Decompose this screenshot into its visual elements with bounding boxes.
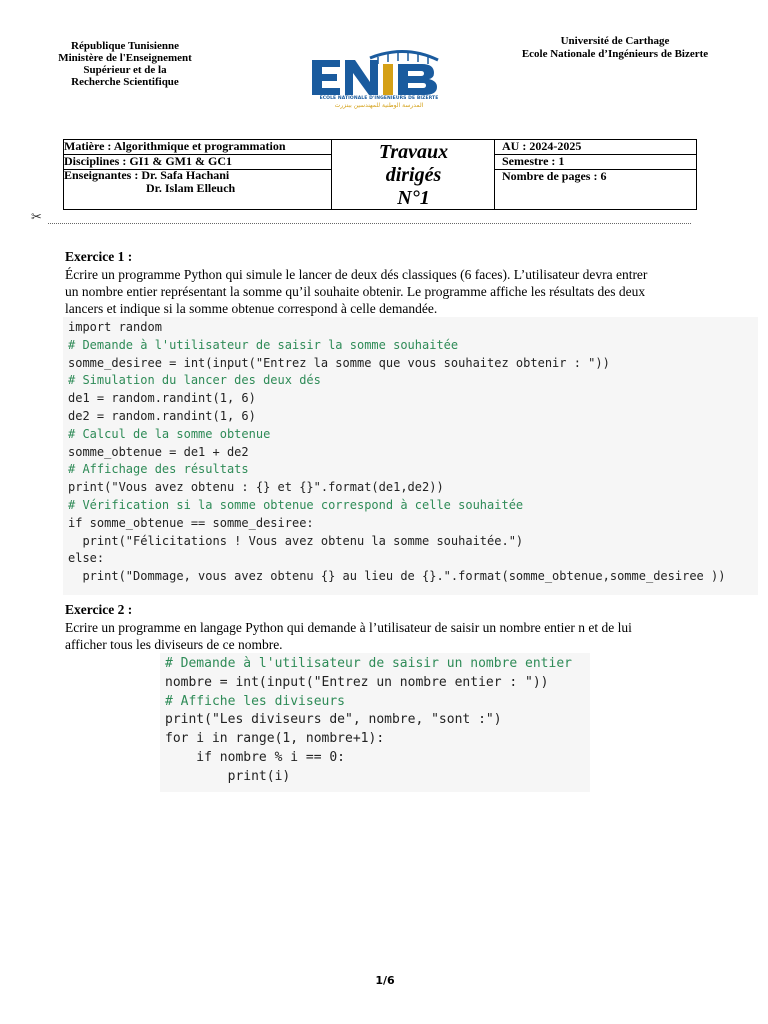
code-comment-line: # Demande à l'utilisateur de saisir la somme souhaitée bbox=[68, 337, 459, 352]
code-comment-line: # Affiche les diviseurs bbox=[165, 693, 346, 709]
statement-line: afficher tous les diviseurs de ce nombre. bbox=[65, 637, 283, 652]
exercise-1-title: Exercice 1 : bbox=[65, 249, 133, 264]
code-comment-line: # Demande à l'utilisateur de saisir un nombre entier bbox=[165, 656, 572, 671]
page-number: 1/6 bbox=[375, 974, 395, 987]
statement-line: Écrire un programme Python qui simule le lancer de deux dés classiques (6 faces). L’utilisateur devra entrer bbox=[65, 267, 648, 282]
semester-cell: Semestre : 1 bbox=[502, 154, 565, 168]
teachers-cell: Enseignantes : Dr. Safa Hachani bbox=[64, 168, 230, 182]
code-line: import random bbox=[68, 320, 162, 334]
document-title bbox=[332, 141, 495, 210]
code-comment-line: # Calcul de la somme obtenue bbox=[68, 426, 271, 441]
logo-arabic-caption: المدرسة الوطنية للمهندسين ببنزرت bbox=[334, 102, 424, 109]
code-line: de2 = random.randint(1, 6) bbox=[68, 408, 256, 423]
disciplines-cell: Disciplines : GI1 & GM1 & GC1 bbox=[64, 154, 232, 168]
cut-line-divider bbox=[48, 223, 691, 224]
code-comment-line: # Vérification si la somme obtenue correspond à celle souhaitée bbox=[68, 497, 524, 512]
page-count-cell: Nombre de pages : 6 bbox=[502, 169, 607, 183]
exercise-2-code-block bbox=[160, 653, 590, 792]
ministry-line: République Tunisienne bbox=[71, 40, 179, 52]
logo-caption: ECOLE NATIONALE D'INGENIEURS DE BIZERTE bbox=[319, 96, 439, 101]
code-comment-line: # Simulation du lancer des deux dés bbox=[68, 373, 321, 388]
code-line: print("Vous avez obtenu : {} et {}".format(de1,de2)) bbox=[68, 480, 444, 495]
exercise-1-statement bbox=[65, 266, 755, 317]
subject-cell: Matière : Algorithmique et programmation bbox=[64, 139, 286, 153]
exercise-2-title: Exercice 2 : bbox=[65, 602, 133, 617]
code-line: somme_desiree = int(input("Entrez la somme que vous souhaitez obtenir : ")) bbox=[68, 355, 610, 370]
ministry-line: Recherche Scientifique bbox=[71, 76, 179, 88]
university-line: Université de Carthage bbox=[560, 35, 670, 47]
statement-line: un nombre entier représentant la somme qu’il souhaite obtenir. Le programme affiche les résultats des deux bbox=[65, 284, 646, 299]
university-line: Ecole Nationale d’Ingénieurs de Bizerte bbox=[521, 48, 709, 60]
ministry-line: Ministère de l'Enseignement bbox=[58, 52, 192, 64]
exercise-2-statement bbox=[65, 619, 755, 653]
title-line: Travaux bbox=[378, 141, 449, 163]
code-comment-line: # Affichage des résultats bbox=[68, 462, 249, 477]
code-line: print(i) bbox=[165, 768, 291, 784]
title-line: dirigés bbox=[385, 164, 442, 186]
statement-line: Ecrire un programme en langage Python qui demande à l’utilisateur de saisir un nombre entier n et de lui bbox=[65, 620, 632, 635]
university-header bbox=[500, 35, 730, 61]
code-line: de1 = random.randint(1, 6) bbox=[68, 391, 256, 406]
ministry-line: Supérieur et de la bbox=[83, 64, 167, 76]
code-line: print("Dommage, vous avez obtenu {} au lieu de {}.".format(somme_obtenue,somme_desiree )) bbox=[68, 569, 726, 584]
code-line: somme_obtenue = de1 + de2 bbox=[68, 444, 249, 459]
teacher-2-cell: Dr. Islam Elleuch bbox=[146, 181, 236, 195]
academic-year-cell: AU : 2024-2025 bbox=[502, 139, 582, 153]
code-line: for i in range(1, nombre+1): bbox=[165, 731, 385, 747]
code-line: print("Félicitations ! Vous avez obtenu la somme souhaitée.") bbox=[68, 533, 524, 548]
code-line: if nombre % i == 0: bbox=[165, 749, 346, 765]
title-line: N°1 bbox=[397, 187, 430, 209]
code-line: else: bbox=[68, 551, 105, 566]
course-info-table bbox=[63, 139, 697, 210]
exercise-1-code-block bbox=[63, 317, 758, 595]
code-line: if somme_obtenue == somme_desiree: bbox=[68, 515, 314, 530]
scissors-icon: ✂ bbox=[31, 210, 42, 225]
code-line: print("Les diviseurs de", nombre, "sont :") bbox=[165, 712, 502, 728]
ministry-header bbox=[50, 40, 200, 88]
code-line: nombre = int(input("Entrez un nombre entier : ")) bbox=[165, 674, 549, 690]
statement-line: lancers et indique si la somme obtenue correspond à celle demandée. bbox=[65, 301, 438, 316]
